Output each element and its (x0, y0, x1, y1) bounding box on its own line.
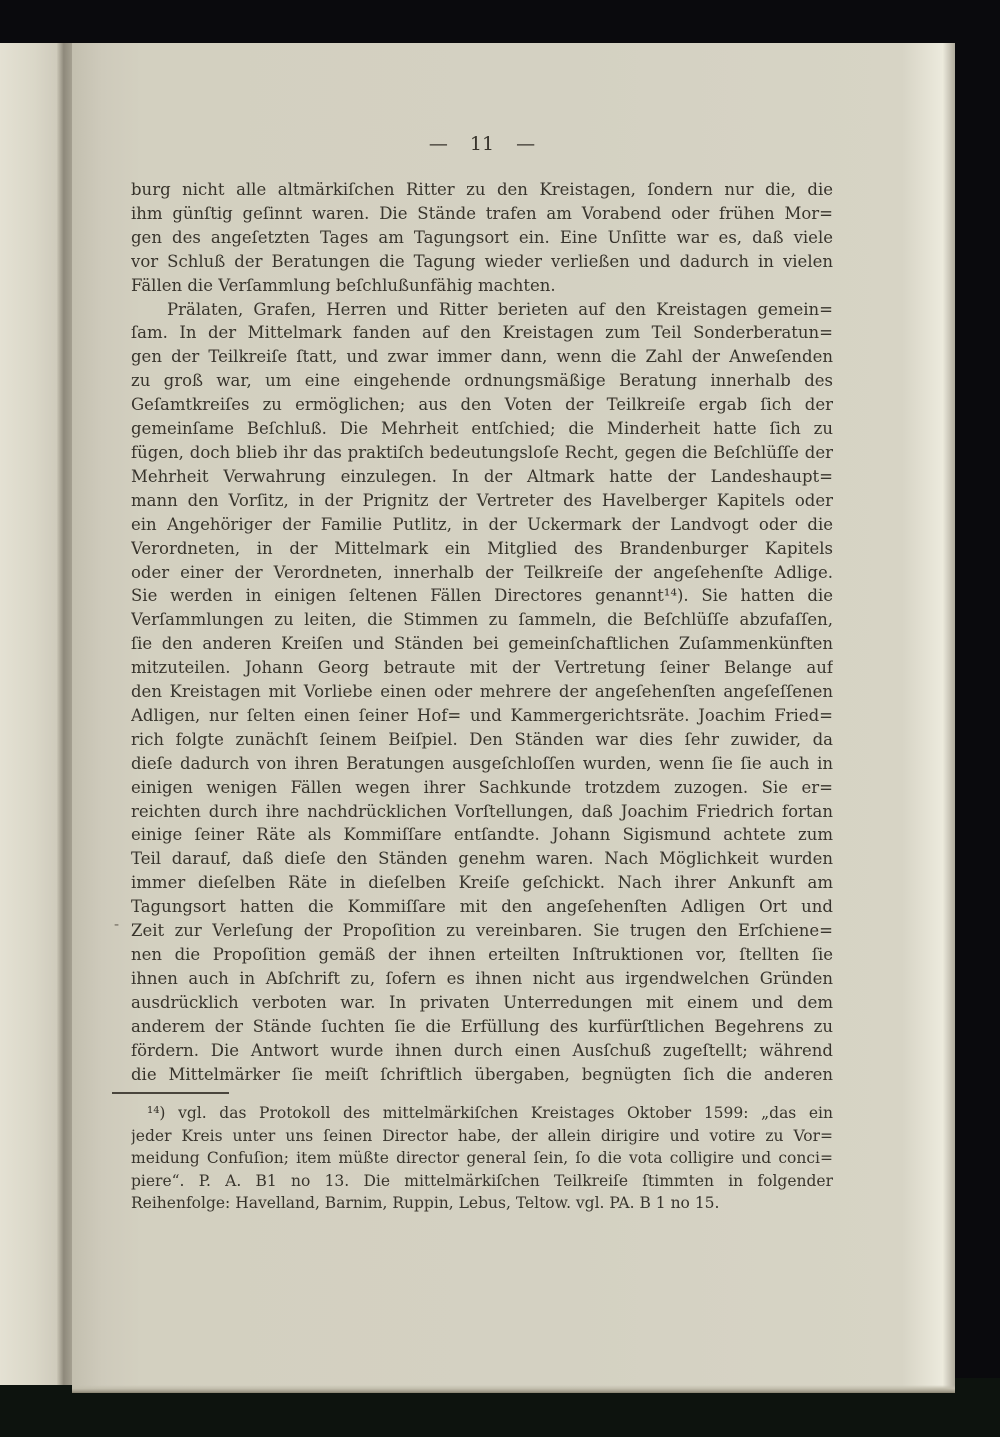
text-line: ihm günſtig geſinnt waren. Die Stände trafen am Vorabend oder frühen Mor= (131, 203, 833, 223)
text-line: oder einer der Verordneten, innerhalb der Teilkreiſe der angeſehenſte Adlige. (131, 562, 833, 582)
footnote-line: jeder Kreis unter uns ſeinen Director habe, der allein dirigire und votire zu Vor= (131, 1126, 833, 1145)
text-line: rich folgte zunächſt ſeinem Beiſpiel. Den Ständen war dies ſehr zuwider, da (131, 729, 833, 749)
book-gutter-shadow (57, 43, 72, 1385)
text-line: reichten durch ihre nachdrücklichen Vorſtellungen, daß Joachim Friedrich fortan (131, 801, 833, 821)
text-line: einigen wenigen Fällen wegen ihrer Sachkunde trotzdem zuzogen. Sie er= (131, 777, 833, 797)
text-line: Fällen die Verſammlung beſchlußunfähig machten. (131, 275, 556, 295)
body-text (131, 178, 833, 1086)
text-line: fügen, doch blieb ihr das praktiſch bedeutungsloſe Recht, gegen die Beſchlüſſe der (131, 442, 833, 462)
text-line: immer dieſelben Räte in dieſelben Kreiſe geſchickt. Nach ihrer Ankunft am (131, 873, 833, 893)
text-line: Zeit zur Verleſung der Propoſition zu vereinbaren. Sie trugen den Erſchiene= (131, 921, 833, 941)
footnote-line: ¹⁴) vgl. das Protokoll des mittelmärkiſchen Kreistages Oktober 1599: „das ein (147, 1104, 833, 1122)
text-line: ausdrücklich verboten war. In privaten Unterredungen mit einem und dem (131, 992, 833, 1012)
text-line: mitzuteilen. Johann Georg betraute mit der Vertretung ſeiner Belange auf (131, 658, 833, 678)
text-line: fördern. Die Antwort wurde ihnen durch einen Ausſchuß zugeſtellt; während (131, 1040, 833, 1060)
text-line: mann den Vorſitz, in der Prignitz der Vertreter des Havelberger Kapitels oder (131, 490, 833, 510)
footnote-line: Reihenfolge: Havelland, Barnim, Ruppin, Lebus, Teltow. vgl. PA. B 1 no 15. (131, 1194, 720, 1212)
text-line: ſam. In der Mittelmark fanden auf den Kreistagen zum Teil Sonderberatun= (131, 323, 833, 343)
text-line: Verſammlungen zu leiten, die Stimmen zu ſammeln, die Beſchlüſſe abzufaſſen, (131, 610, 833, 630)
text-line: Tagungsort hatten die Kommiſſare mit den angeſehenſten Adligen Ort und (131, 897, 833, 917)
previous-page-edge (0, 43, 57, 1385)
text-line: Adligen, nur ſelten einen ſeiner Hof= und Kammergerichtsräte. Joachim Fried= (131, 705, 833, 725)
text-line: einige ſeiner Räte als Kommiſſare entſandte. Johann Sigismund achtete zum (131, 825, 833, 845)
text-line: burg nicht alle altmärkiſchen Ritter zu den Kreistagen, ſondern nur die, die (131, 180, 833, 199)
page-number: — 11 — (428, 133, 536, 155)
text-line: ihnen auch in Abſchrift zu, ſofern es ihnen nicht aus irgendwelchen Gründen (131, 968, 833, 988)
text-line: gemeinſame Beſchluß. Die Mehrheit entſchied; die Minderheit hatte ſich zu (131, 419, 833, 439)
text-line: gen des angeſetzten Tages am Tagungsort ein. Eine Unſitte war es, daß viele (131, 227, 833, 247)
margin-mark: - (114, 915, 120, 933)
text-line: Geſamtkreiſes zu ermöglichen; aus den Voten der Teilkreiſe ergab ſich der (131, 395, 833, 415)
text-line: Mehrheit Verwahrung einzulegen. In der Altmark hatte der Landeshaupt= (131, 466, 833, 486)
footnote-separator (112, 1092, 229, 1094)
text-line: dieſe dadurch von ihren Beratungen ausgeſchloſſen wurden, wenn ſie ſie auch in (131, 753, 833, 773)
text-line: zu groß war, um eine eingehende ordnungsmäßige Beratung innerhalb des (131, 371, 833, 391)
text-line: nen die Propoſition gemäß der ihnen erteilten Inſtruktionen vor, ſtellten ſie (131, 945, 833, 964)
text-line: ein Angehöriger der Familie Putlitz, in der Uckermark der Landvogt oder die (131, 514, 833, 534)
text-line: Verordneten, in der Mittelmark ein Mitglied des Brandenburger Kapitels (131, 538, 833, 558)
footnote-line: piere“. P. A. B1 no 13. Die mittelmärkiſchen Teilkreiſe ſtimmten in folgender (131, 1171, 833, 1190)
text-line: die Mittelmärker ſie meiſt ſchriftlich übergaben, begnügten ſich die anderen (131, 1064, 833, 1084)
text-line: anderem der Stände ſuchten ſie die Erfüllung des kurfürſtlichen Begehrens zu (131, 1016, 833, 1036)
text-line: Teil darauf, daß dieſe den Ständen genehm waren. Nach Möglichkeit wurden (131, 849, 833, 869)
text-line: Prälaten, Grafen, Herren und Ritter berieten auf den Kreistagen gemein= (167, 299, 833, 319)
text-line: den Kreistagen mit Vorliebe einen oder mehrere der angeſehenſten angeſeſſenen (131, 682, 833, 702)
footnote (131, 1102, 833, 1215)
text-line: gen der Teilkreiſe ſtatt, und zwar immer dann, wenn die Zahl der Anweſenden (131, 347, 833, 367)
text-line: ſie den anderen Kreiſen und Ständen bei gemeinſchaftlichen Zuſammenkünften (131, 634, 833, 654)
footnote-line: meidung Confuſion; item müßte director general ſein, ſo die vota colligire und conci= (131, 1149, 833, 1167)
book-page (72, 43, 955, 1393)
text-line: Sie werden in einigen ſeltenen Fällen Directores genannt¹⁴). Sie hatten die (131, 586, 833, 606)
text-line: vor Schluß der Beratungen die Tagung wieder verließen und dadurch in vielen (131, 251, 833, 271)
